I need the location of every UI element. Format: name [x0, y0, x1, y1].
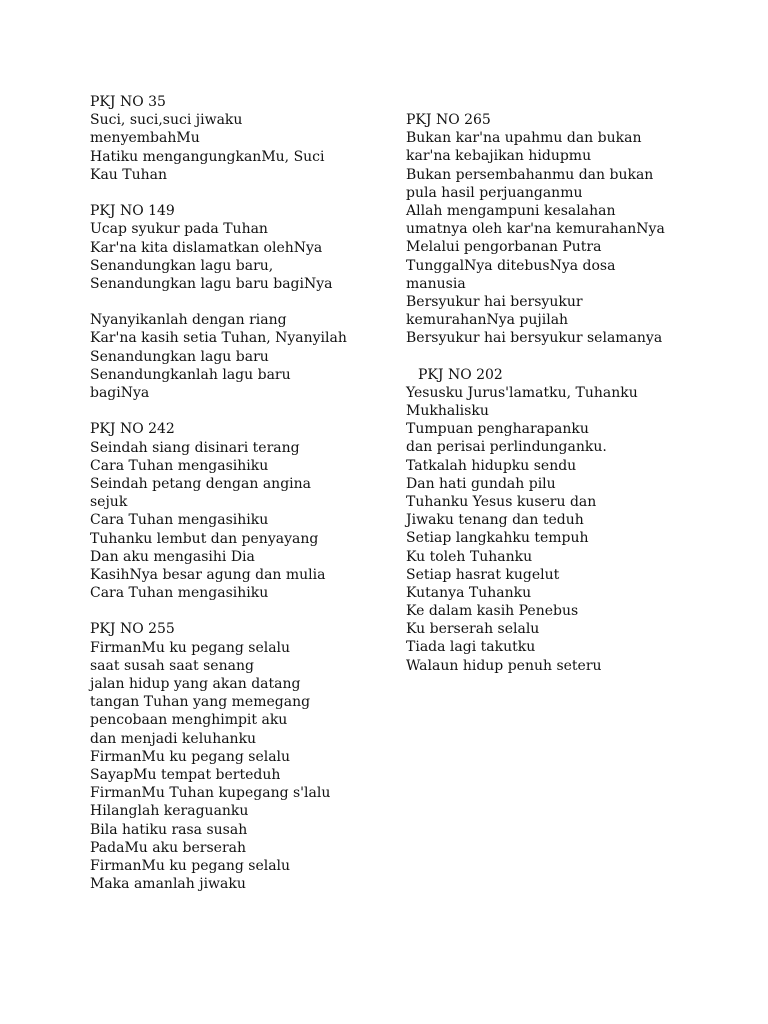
lyric-line: Seindah siang disinari terang — [90, 439, 300, 456]
lyric-line: Ku toleh Tuhanku — [406, 548, 533, 565]
lyric-line: Tumpuan pengharapanku — [406, 421, 589, 438]
lyric-line: Cara Tuhan mengasihiku — [90, 585, 269, 602]
lyric-line: Senandungkan lagu baru, — [90, 257, 274, 274]
lyric-line: jalan hidup yang akan datang — [90, 676, 301, 692]
lyric-line: dan menjadi keluhanku — [90, 730, 257, 747]
song-title: PKJ NO 265 — [406, 112, 491, 128]
lyric-line: Mukhalisku — [406, 403, 489, 419]
lyric-line: FirmanMu ku pegang selalu — [90, 748, 291, 765]
song-255 — [90, 620, 390, 893]
lyric-line: kemurahanNya pujilah — [406, 312, 569, 329]
song-title: PKJ NO 35 — [90, 94, 166, 110]
lyric-line: Bukan persembahanmu dan bukan — [406, 166, 654, 183]
lyric-line: Hilanglah keraguanku — [90, 803, 249, 820]
lyric-line: Kar'na kasih setia Tuhan, Nyanyilah — [90, 330, 347, 347]
lyric-line: Tuhanku Yesus kuseru dan — [406, 493, 597, 510]
lyric-line: Allah mengampuni kesalahan — [406, 202, 616, 219]
lyric-line: Dan hati gundah pilu — [406, 475, 556, 492]
lyric-line: Cara Tuhan mengasihiku — [90, 457, 269, 474]
stanza-gap — [90, 402, 390, 420]
lyric-line: Bersyukur hai bersyukur selamanya — [406, 330, 663, 347]
lyric-line: TunggalNya ditebusNya dosa — [406, 257, 616, 274]
lyric-line: Walaun hidup penuh seteru — [406, 657, 602, 674]
lyric-line: Kar'na kita dislamatkan olehNya — [90, 239, 323, 256]
stanza-gap — [90, 602, 390, 620]
lyric-line: tangan Tuhan yang memegang — [90, 694, 311, 711]
lyric-line: manusia — [406, 275, 466, 292]
song-149 — [90, 202, 390, 402]
lyric-line: sejuk — [90, 494, 128, 511]
lyric-line: Ucap syukur pada Tuhan — [90, 221, 268, 238]
stanza-gap — [406, 347, 726, 365]
lyric-line: Senandungkan lagu baru — [90, 348, 269, 365]
song-title: PKJ NO 255 — [90, 621, 175, 638]
lyric-line: Hatiku mengangungkanMu, Suci — [90, 148, 325, 165]
lyric-line: umatnya oleh kar'na kemurahanNya — [406, 221, 665, 238]
lyric-line: pencobaan menghimpit aku — [90, 712, 288, 729]
lyric-line: Setiap langkahku tempuh — [406, 530, 589, 547]
lyric-line: Nyanyikanlah dengan riang — [90, 312, 287, 329]
lyric-line: Suci, suci,suci jiwaku — [90, 112, 243, 129]
lyric-line: pula hasil perjuanganmu — [406, 184, 583, 201]
song-title: PKJ NO 149 — [90, 203, 175, 220]
lyric-line: Jiwaku tenang dan teduh — [406, 512, 584, 529]
lyric-line: Tatkalah hidupku sendu — [406, 457, 577, 474]
lyric-line: Tiada lagi takutku — [406, 639, 536, 656]
lyric-line: kar'na kebajikan hidupmu — [406, 148, 592, 165]
lyric-line: Ku berserah selalu — [406, 621, 540, 638]
lyric-line: Dan aku mengasihi Dia — [90, 548, 255, 565]
song-35 — [90, 93, 390, 184]
lyric-line: menyembahMu — [90, 130, 200, 147]
left-column — [90, 93, 390, 893]
lyric-line: FirmanMu Tuhan kupegang s'lalu — [90, 785, 331, 802]
stanza-gap — [90, 184, 390, 202]
song-242 — [90, 420, 390, 602]
lyric-line: Bersyukur hai bersyukur — [406, 293, 583, 310]
lyric-line: Tuhanku lembut dan penyayang — [90, 530, 319, 547]
lyric-line: Melalui pengorbanan Putra — [406, 239, 602, 256]
lyric-line: Seindah petang dengan angina — [90, 475, 311, 492]
song-202 — [406, 366, 726, 675]
lyric-line: PadaMu aku berserah — [90, 839, 247, 856]
lyric-line: saat susah saat senang — [90, 657, 254, 674]
right-column — [406, 111, 726, 675]
song-title: PKJ NO 202 — [418, 366, 503, 383]
lyric-line: Maka amanlah jiwaku — [90, 876, 246, 893]
lyric-line: dan perisai perlindunganku. — [406, 439, 607, 456]
lyric-line: Senandungkan lagu baru bagiNya — [90, 275, 333, 292]
lyric-line: Kau Tuhan — [90, 166, 168, 183]
lyric-line: FirmanMu ku pegang selalu — [90, 857, 291, 874]
lyric-line: Ke dalam kasih Penebus — [406, 603, 579, 620]
lyric-line: bagiNya — [90, 385, 150, 401]
stanza-gap — [90, 293, 390, 311]
lyric-line: SayapMu tempat berteduh — [90, 766, 281, 783]
lyric-line: Bila hatiku rasa susah — [90, 821, 248, 838]
song-title: PKJ NO 242 — [90, 421, 175, 438]
lyric-line: Bukan kar'na upahmu dan bukan — [406, 130, 642, 147]
song-265 — [406, 111, 726, 347]
lyric-line: KasihNya besar agung dan mulia — [90, 566, 326, 583]
lyric-line: Senandungkanlah lagu baru — [90, 366, 291, 383]
lyric-line: FirmanMu ku pegang selalu — [90, 639, 291, 656]
lyric-line: Cara Tuhan mengasihiku — [90, 512, 269, 529]
lyric-line: Yesusku Jurus'lamatku, Tuhanku — [406, 384, 638, 401]
lyric-line: Kutanya Tuhanku — [406, 584, 532, 601]
lyric-line: Setiap hasrat kugelut — [406, 566, 560, 583]
